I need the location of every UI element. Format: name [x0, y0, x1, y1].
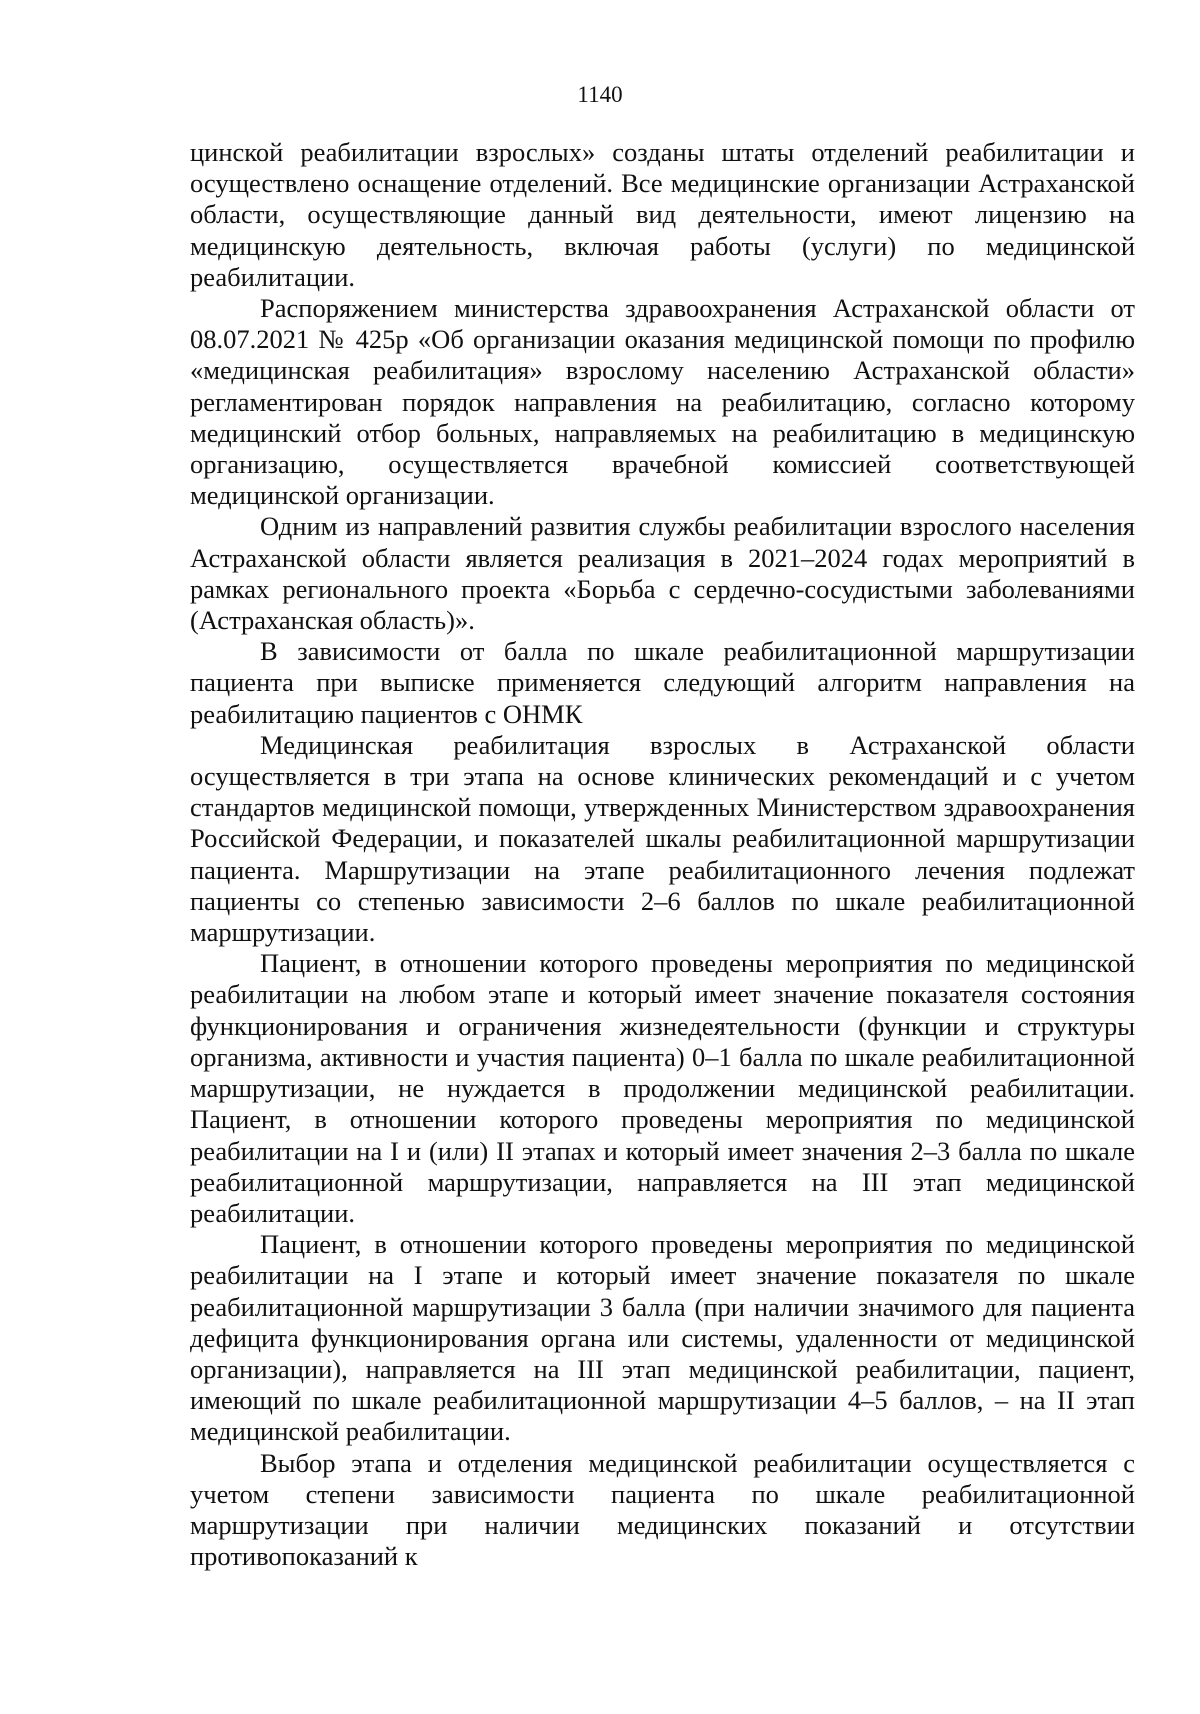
- page-number: 1140: [577, 82, 623, 107]
- paragraph-regional-project: Одним из направлений развития службы реабилитации взрослого населения Астраханской области является реализация в 2021–2024 годах мероприятий в рамках регионального проекта «Борьба с сердечно-сосудистыми заболеваниями (Астраханская область)».: [190, 511, 1135, 636]
- paragraph-patient-score-3-5: Пациент, в отношении которого проведены мероприятия по медицинской реабилитации на I этапе и который имеет значение показателя по шкале реабилитационной маршрутизации 3 балла (при наличии значимого для пациента дефицита функционирования органа или системы, удаленности от медицинской организации), направляется на III этап медицинской реабилитации, пациент, имеющий по шкале реабилитационной маршрутизации 4–5 баллов, – на II этап медицинской реабилитации.: [190, 1229, 1135, 1447]
- paragraph-licensing: цинской реабилитации взрослых» созданы штаты отделений реабилитации и осуществлено оснащение отделений. Все медицинские организации Астраханской области, осуществляющие данный вид деятельности, имеют лицензию на медицинскую деятельность, включая работы (услуги) по медицинской реабилитации.: [190, 137, 1135, 292]
- document-body: [190, 137, 1135, 1572]
- paragraph-routing-algorithm: В зависимости от балла по шкале реабилитационной маршрутизации пациента при выписке применяется следующий алгоритм направления на реабилитацию пациентов с ОНМК: [190, 636, 1135, 729]
- paragraph-patient-score-0-3: Пациент, в отношении которого проведены мероприятия по медицинской реабилитации на любом этапе и который имеет значение показателя состояния функционирования и ограничения жизнедеятельности (функции и структуры организма, активности и участия пациента) 0–1 балла по шкале реабилитационной маршрутизации, не нуждается в продолжении медицинской реабилитации. Пациент, в отношении которого проведены мероприятия по медицинской реабилитации на I и (или) II этапах и который имеет значения 2–3 балла по шкале реабилитационной маршрутизации, направляется на III этап медицинской реабилитации.: [190, 948, 1135, 1228]
- paragraph-ministry-order: Распоряжением министерства здравоохранения Астраханской области от 08.07.2021 № 425р «Об организации оказания медицинской помощи по профилю «медицинская реабилитация» взрослому населению Астраханской области» регламентирован порядок направления на реабилитацию, согласно которому медицинский отбор больных, направляемых на реабилитацию в медицинскую организацию, осуществляется врачебной комиссией соответствующей медицинской организации.: [190, 293, 1135, 511]
- paragraph-three-stages: Медицинская реабилитация взрослых в Астраханской области осуществляется в три этапа на основе клинических рекомендаций и с учетом стандартов медицинской помощи, утвержденных Министерством здравоохранения Российской Федерации, и показателей шкалы реабилитационной маршрутизации пациента. Маршрутизации на этапе реабилитационного лечения подлежат пациенты со степенью зависимости 2–6 баллов по шкале реабилитационной маршрутизации.: [190, 729, 1135, 948]
- paragraph-stage-selection: Выбор этапа и отделения медицинской реабилитации осуществляется с учетом степени зависимости пациента по шкале реабилитационной маршрутизации при наличии медицинских показаний и отсутствии противопоказаний к: [190, 1447, 1135, 1572]
